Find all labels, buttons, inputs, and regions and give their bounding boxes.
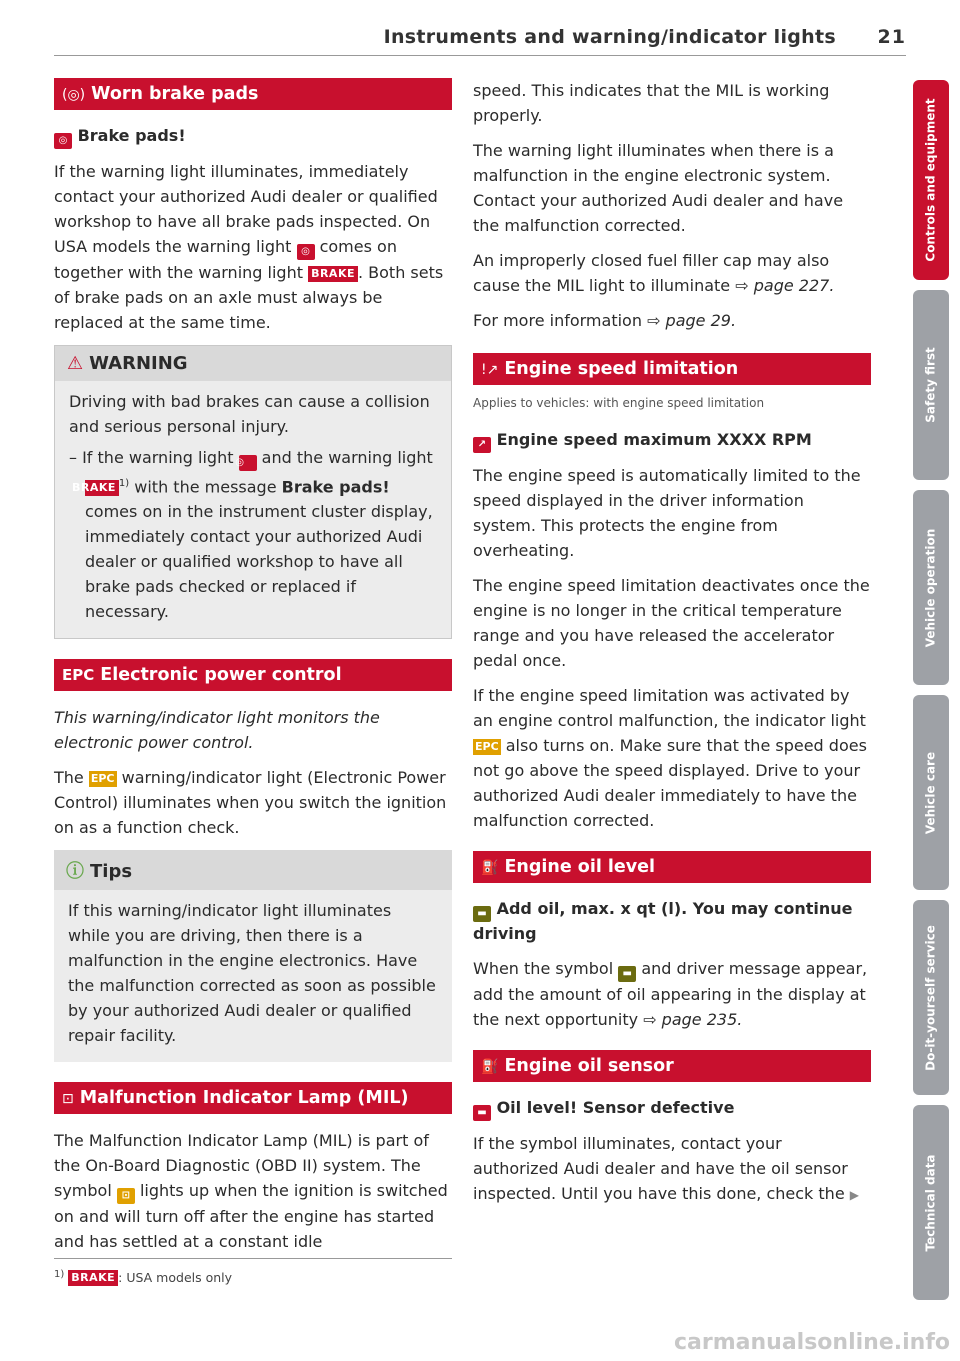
engine-speed-paragraph: The engine speed limitation deactivates once the engine is no longer in the critical temperature range and you have released the accelerator pedal once. bbox=[473, 576, 870, 670]
footnote: $^{1)}$ BRAKE : USA models only bbox=[54, 1258, 452, 1286]
applies-to-note: Applies to vehicles: with engine speed limitation bbox=[473, 396, 765, 410]
right-column bbox=[473, 78, 871, 1218]
brake-warning-icon: BRAKE bbox=[68, 1270, 118, 1286]
chapter-title: Instruments and warning/indicator lights bbox=[383, 26, 836, 48]
tips-heading: ⓘ Tips bbox=[54, 850, 452, 890]
page-reference-link[interactable]: ⇨ page 235. bbox=[643, 1010, 743, 1029]
brake-pad-warning-icon: ◎ bbox=[297, 244, 315, 260]
warning-list-item: – If the warning light ◎ and the warning light BRAKE $^{1)}$ with the message Brake pads! comes on in the instrument cluster display, immediately contact your authorized Audi dealer or qualified workshop to have all brake pads checked or replaced if necessary. bbox=[69, 448, 433, 622]
section-heading-mil: ⊡ Malfunction Indicator Lamp (MIL) bbox=[54, 1082, 452, 1114]
message-oil-sensor-defective: ▬ Oil level! Sensor defective bbox=[473, 1096, 871, 1121]
tab-safety-first[interactable]: Safety first bbox=[913, 290, 949, 480]
tab-do-it-yourself-service[interactable]: Do-it-yourself service bbox=[913, 900, 949, 1095]
engine-warning-icon: ⊡ bbox=[117, 1188, 135, 1204]
epc-icon: EPC bbox=[62, 666, 95, 685]
engine-speed-paragraph: The engine speed is automatically limited to the speed displayed in the driver information system. This protects the engine from overheating. bbox=[473, 466, 861, 560]
more-info-text: For more information ⇨ page 29. bbox=[473, 311, 737, 330]
fuel-cap-text: An improperly closed fuel filler cap may also cause the MIL light to illuminate ⇨ page 227. bbox=[473, 251, 835, 295]
section-heading-engine-oil-sensor: ⛽ Engine oil sensor bbox=[473, 1050, 871, 1082]
brake-pad-warning-icon: ◎ bbox=[239, 455, 257, 471]
tab-controls-and-equipment[interactable]: Controls and equipment bbox=[913, 80, 949, 280]
tips-text: If this warning/indicator light illuminates while you are driving, then there is a malfunction in the engine electronics. Have the malfunction corrected as soon as possible by your authorized Audi dealer or qualified repair facility. bbox=[68, 901, 436, 1046]
header-rule bbox=[54, 55, 906, 56]
oil-sensor-warning-icon: ▬ bbox=[473, 1105, 491, 1121]
speed-limit-warning-icon: ↗ bbox=[473, 437, 491, 453]
message-brake-pads: ◎ Brake pads! bbox=[54, 124, 452, 149]
mil-continued-text: speed. This indicates that the MIL is working properly. bbox=[473, 81, 830, 125]
tab-technical-data[interactable]: Technical data bbox=[913, 1105, 949, 1300]
brake-pad-icon: (◎) bbox=[62, 87, 86, 103]
warning-box bbox=[54, 345, 452, 639]
epc-paragraph: The EPC warning/indicator light (Electronic Power Control) illuminates when you switch the ignition on as a function check. bbox=[54, 768, 447, 838]
message-engine-speed-max: ↗ Engine speed maximum XXXX RPM bbox=[473, 428, 871, 453]
mil-malfunction-text: The warning light illuminates when there is a malfunction in the engine electronic system. Contact your authorized Audi dealer and have the malfunction corrected. bbox=[473, 141, 844, 235]
oil-level-paragraph: When the symbol ▬ and driver message appear, add the amount of oil appearing in the display at the next opportunity ⇨ page 235. bbox=[473, 959, 868, 1029]
warning-triangle-icon: ⚠ bbox=[67, 353, 84, 374]
continued-arrow-icon: ▶ bbox=[849, 1188, 859, 1202]
page-reference-link[interactable]: ⇨ page 227. bbox=[735, 276, 835, 295]
engine-icon: ⊡ bbox=[62, 1091, 74, 1108]
oil-sensor-icon: ⛽ bbox=[481, 1059, 499, 1075]
footnote-text: : USA models only bbox=[118, 1270, 233, 1286]
epc-intro: This warning/indicator light monitors the electronic power control. bbox=[54, 708, 380, 753]
page-number: 21 bbox=[877, 26, 906, 48]
speed-limit-icon: !↗ bbox=[481, 362, 499, 378]
footnote-rule bbox=[54, 1258, 452, 1259]
brake-pad-warning-icon: ◎ bbox=[54, 133, 72, 149]
tab-vehicle-operation[interactable]: Vehicle operation bbox=[913, 490, 949, 685]
oil-level-warning-icon: ▬ bbox=[473, 906, 491, 922]
watermark: carmanualsonline.info bbox=[674, 1330, 950, 1355]
footnote-ref: 1) bbox=[118, 478, 130, 489]
brake-pads-paragraph: If the warning light illuminates, immediately contact your authorized Audi dealer or qualified workshop to have all brake pads inspected. On USA models the warning light ◎ comes on together with the warning light BRAKE . Both sets of brake pads on an axle must always be replaced at the same time. bbox=[54, 162, 444, 332]
brake-warning-icon: BRAKE bbox=[308, 266, 358, 282]
page-header bbox=[54, 22, 906, 52]
warning-text: Driving with bad brakes can cause a collision and serious personal injury. bbox=[69, 392, 430, 436]
section-heading-engine-oil-level: ⛽ Engine oil level bbox=[473, 851, 871, 883]
epc-indicator-icon: EPC bbox=[475, 740, 499, 753]
brake-warning-icon: BRAKE bbox=[85, 480, 119, 496]
left-column bbox=[54, 78, 452, 1264]
warning-heading: ⚠ WARNING bbox=[55, 346, 451, 381]
epc-indicator-icon: EPC bbox=[90, 772, 115, 786]
info-icon: ⓘ bbox=[66, 861, 84, 883]
section-heading-engine-speed: !↗ Engine speed limitation bbox=[473, 353, 871, 385]
message-add-oil: ▬ Add oil, max. x qt (l). You may continue driving bbox=[473, 899, 853, 943]
oil-sensor-paragraph: If the symbol illuminates, contact your authorized Audi dealer and have the oil sensor inspected. Until you have this done, check the ▶ bbox=[473, 1134, 859, 1203]
mil-paragraph: The Malfunction Indicator Lamp (MIL) is part of the On-Board Diagnostic (OBD II) system. The symbol ⊡ lights up when the ignition is switched on and will turn off after the engine has started and has settled at a constant idle bbox=[54, 1131, 448, 1252]
tips-box bbox=[54, 850, 452, 1062]
section-heading-epc: EPC Electronic power control bbox=[54, 659, 452, 691]
oil-can-icon: ⛽ bbox=[481, 860, 499, 876]
tab-vehicle-care[interactable]: Vehicle care bbox=[913, 695, 949, 890]
section-heading-worn-brake-pads: (◎) Worn brake pads bbox=[54, 78, 452, 110]
oil-level-warning-icon: ▬ bbox=[618, 966, 636, 982]
engine-speed-paragraph: If the engine speed limitation was activated by an engine control malfunction, the indicator light EPC also turns on. Make sure that the speed does not go above the speed displayed. Drive to your authorized Audi dealer immediately to have the malfunction corrected. bbox=[473, 686, 867, 830]
page-reference-link[interactable]: ⇨ page 29. bbox=[647, 311, 737, 330]
